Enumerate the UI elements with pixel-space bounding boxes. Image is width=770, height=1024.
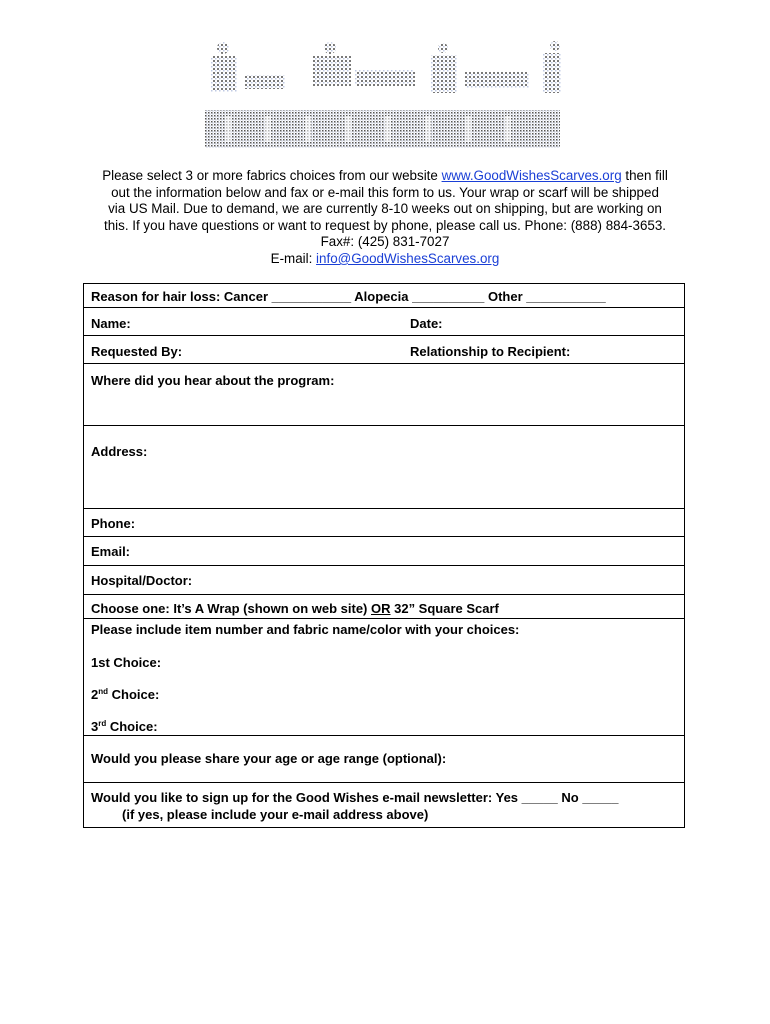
relationship-label: Relationship to Recipient: bbox=[410, 344, 571, 359]
choice-text: Choice: bbox=[108, 687, 160, 702]
second-choice-label bbox=[91, 687, 159, 702]
choice-text: Choice: bbox=[106, 719, 158, 734]
address-row[interactable] bbox=[84, 426, 684, 509]
ordinal-suffix: nd bbox=[98, 687, 109, 696]
phone-row[interactable] bbox=[84, 509, 684, 537]
newsletter-row[interactable] bbox=[84, 783, 684, 827]
good-wishes-logo bbox=[205, 40, 565, 152]
heard-label: Where did you hear about the program: bbox=[91, 373, 335, 388]
fax-number: Fax#: (425) 831-7027 bbox=[320, 234, 450, 250]
reason-field: Reason for hair loss: Cancer ___________ Alopecia __________ Other ___________ bbox=[91, 289, 606, 304]
intro-line: out the information below and fax or e-mail this form to us. Your wrap or scarf will be shipped bbox=[111, 184, 659, 200]
instructions bbox=[84, 168, 686, 268]
choices-row[interactable] bbox=[84, 619, 684, 736]
website-link[interactable]: www.GoodWishesScarves.org bbox=[441, 168, 622, 183]
first-choice-label: 1st Choice: bbox=[91, 655, 162, 670]
ordinal-suffix: rd bbox=[98, 719, 107, 728]
ordinal-number: 3 bbox=[91, 719, 99, 734]
newsletter-note: (if yes, please include your e-mail address above) bbox=[122, 807, 429, 822]
email-field-label: Email: bbox=[91, 544, 131, 559]
reason-row[interactable] bbox=[84, 284, 684, 308]
newsletter-label: Would you like to sign up for the Good Wishes e-mail newsletter: Yes _____ No _____ bbox=[91, 790, 619, 805]
hospital-row[interactable] bbox=[84, 566, 684, 595]
hospital-label: Hospital/Doctor: bbox=[91, 573, 193, 588]
address-label: Address: bbox=[91, 444, 148, 459]
requested-by-row[interactable] bbox=[84, 336, 684, 364]
choose-row[interactable] bbox=[84, 595, 684, 619]
third-choice-label bbox=[91, 719, 158, 734]
age-row[interactable] bbox=[84, 736, 684, 783]
intro-line: via US Mail. Due to demand, we are currently 8-10 weeks out on shipping, but are working on bbox=[108, 201, 662, 217]
or-text: OR bbox=[371, 601, 391, 616]
name-row[interactable] bbox=[84, 308, 684, 336]
email-row[interactable] bbox=[84, 537, 684, 566]
choose-text: Choose one: It’s A Wrap (shown on web site) bbox=[91, 601, 371, 616]
requested-by-label: Requested By: bbox=[91, 344, 183, 359]
heard-row[interactable] bbox=[84, 364, 684, 426]
email-link[interactable]: info@GoodWishesScarves.org bbox=[316, 250, 500, 266]
choose-text: 32” Square Scarf bbox=[390, 601, 499, 616]
request-form bbox=[83, 283, 685, 828]
intro-text: then fill bbox=[621, 168, 668, 183]
email-label: E-mail: bbox=[270, 250, 317, 266]
choose-label bbox=[91, 601, 499, 616]
name-label: Name: bbox=[91, 316, 131, 331]
ordinal-number: 2 bbox=[91, 687, 99, 702]
phone-label: Phone: bbox=[91, 516, 136, 531]
date-label: Date: bbox=[410, 316, 443, 331]
include-label: Please include item number and fabric name/color with your choices: bbox=[91, 622, 520, 637]
age-label: Would you please share your age or age range (optional): bbox=[91, 751, 447, 766]
intro-text: Please select 3 or more fabrics choices from our website bbox=[102, 168, 442, 183]
intro-line: this. If you have questions or want to request by phone, please call us. Phone: (888) 884-3653. bbox=[103, 217, 667, 233]
